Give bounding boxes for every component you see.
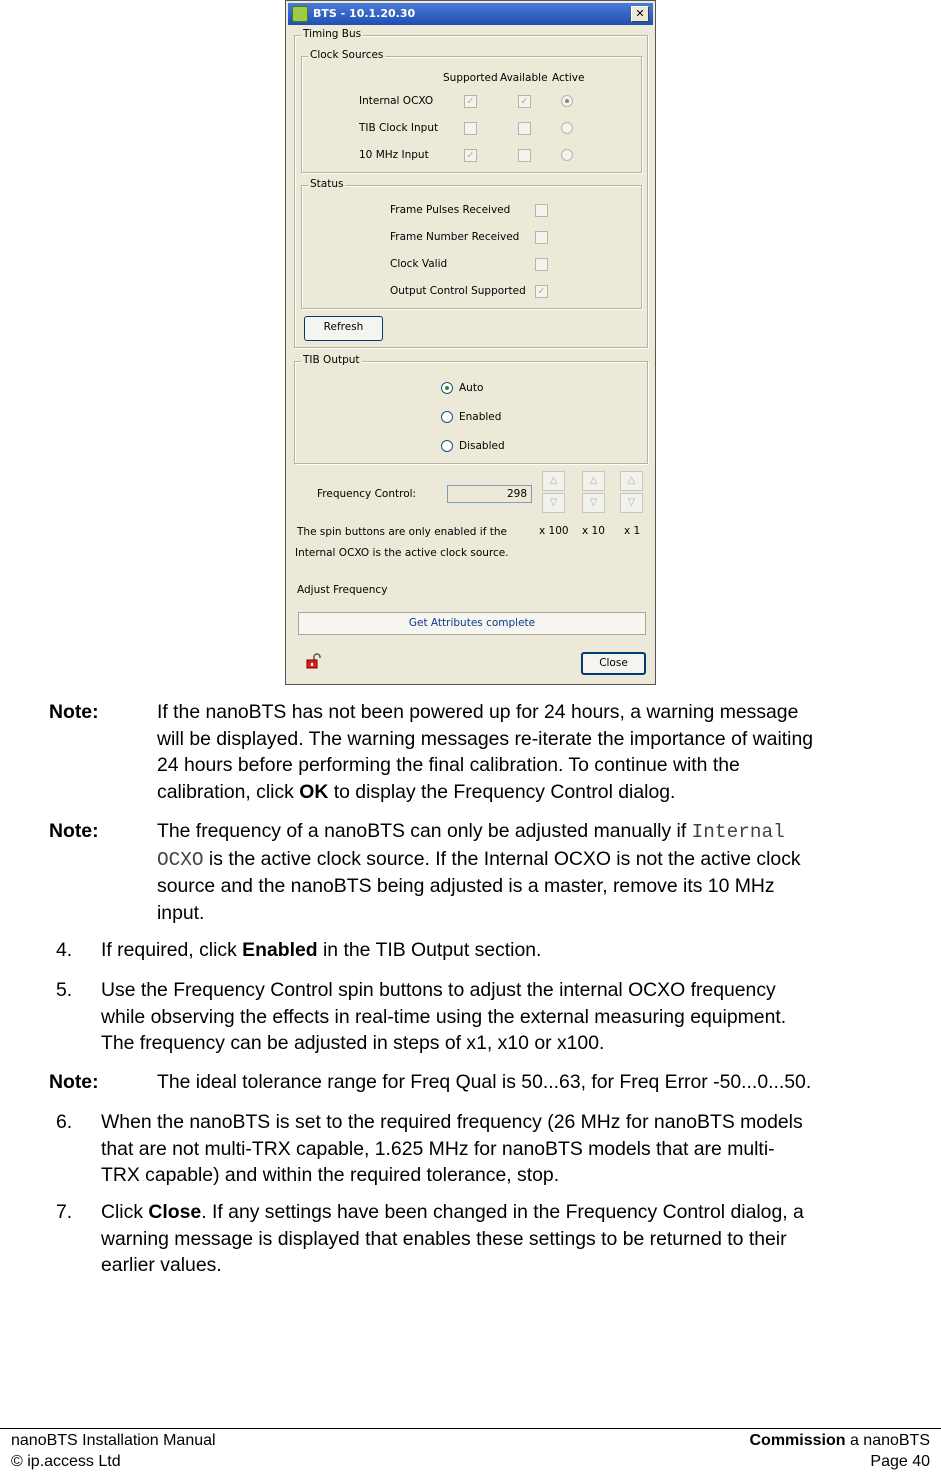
step7-line1: Click Close. If any settings have been changed in the Frequency Control dialog, a — [101, 1201, 804, 1223]
tib-enabled-label: Enabled — [459, 411, 502, 423]
note1-text — [157, 699, 941, 805]
tib-auto-radio[interactable] — [441, 382, 453, 394]
note1-line2: will be displayed. The warning messages re-iterate the importance of waiting — [157, 727, 814, 750]
col-supported-header: Supported — [443, 72, 498, 84]
note2-line2: OCXO is the active clock source. If the Internal OCXO is not the active clock — [157, 847, 801, 871]
output-control-checkbox[interactable]: ✓ — [535, 285, 548, 298]
note-label-1: Note: — [49, 701, 99, 723]
spin-x1-down-button[interactable]: ▽ — [620, 493, 643, 513]
step5-line2: while observing the effects in real-time using the external measuring equipment. — [101, 1005, 787, 1028]
step6-text — [101, 1109, 941, 1189]
step5-text — [101, 977, 941, 1057]
step7-line2: warning message is displayed that enables these settings to be returned to their — [101, 1227, 787, 1250]
tib-disabled-label: Disabled — [459, 440, 505, 452]
internal-ocxo-supported-checkbox[interactable]: ✓ — [464, 95, 477, 108]
10mhz-supported-checkbox[interactable]: ✓ — [464, 149, 477, 162]
clock-source-tib-label: TIB Clock Input — [359, 122, 439, 134]
note2-text — [157, 818, 941, 926]
tib-supported-checkbox[interactable] — [464, 122, 477, 135]
step6-line1: When the nanoBTS is set to the required frequency (26 MHz for nanoBTS models — [101, 1111, 803, 1133]
clock-source-internal-ocxo-label: Internal OCXO — [359, 95, 434, 107]
internal-ocxo-available-checkbox[interactable]: ✓ — [518, 95, 531, 108]
app-icon — [292, 6, 308, 22]
dialog-title: BTS - 10.1.20.30 — [313, 7, 416, 20]
spin-x1-label: x 1 — [624, 525, 641, 537]
tib-available-checkbox[interactable] — [518, 122, 531, 135]
note2-line3: source and the nanoBTS being adjusted is a master, remove its 10 MHz — [157, 875, 775, 897]
unlocked-padlock-icon — [306, 653, 322, 669]
spin-x100-up-button[interactable]: △ — [542, 471, 565, 491]
spin-hint-line1: The spin buttons are only enabled if the — [297, 526, 507, 538]
footer-page-number: Page 40 — [870, 1453, 930, 1470]
frame-number-checkbox[interactable] — [535, 231, 548, 244]
step5-line3: The frequency can be adjusted in steps of x1, x10 or x100. — [101, 1032, 605, 1054]
note-label-2: Note: — [49, 820, 99, 842]
tib-disabled-radio[interactable] — [441, 440, 453, 452]
note3-text: The ideal tolerance range for Freq Qual is 50...63, for Freq Error -50...0...50. — [157, 1071, 812, 1093]
step6-line2: that are not multi-TRX capable, 1.625 MHz for nanoBTS models that are multi- — [101, 1137, 775, 1160]
tib-enabled-radio[interactable] — [441, 411, 453, 423]
note2-line4: input. — [157, 901, 205, 924]
internal-ocxo-active-radio[interactable] — [561, 95, 573, 107]
radio-selected-dot — [565, 99, 569, 103]
window-close-button[interactable]: ✕ — [631, 6, 649, 22]
timing-bus-legend: Timing Bus — [303, 28, 362, 40]
step7-text — [101, 1199, 941, 1279]
step6-number: 6. — [56, 1111, 73, 1133]
refresh-button[interactable]: Refresh — [304, 316, 383, 341]
frequency-control-label: Frequency Control: — [317, 488, 417, 500]
status-clock-valid-label: Clock Valid — [390, 258, 448, 270]
10mhz-available-checkbox[interactable] — [518, 149, 531, 162]
footer-divider — [0, 1428, 941, 1429]
tib-output-legend: TIB Output — [303, 354, 360, 366]
spin-x1-up-button[interactable]: △ — [620, 471, 643, 491]
clock-sources-legend: Clock Sources — [310, 49, 384, 61]
tib-auto-label: Auto — [459, 382, 484, 394]
status-bar: Get Attributes complete — [298, 612, 646, 635]
dialog-titlebar — [288, 3, 653, 25]
10mhz-active-radio[interactable] — [561, 149, 573, 161]
spin-x10-up-button[interactable]: △ — [582, 471, 605, 491]
note1-line3: 24 hours before performing the final calibration. To continue with the — [157, 754, 740, 776]
note-label-3: Note: — [49, 1071, 99, 1093]
spin-x100-down-button[interactable]: ▽ — [542, 493, 565, 513]
step7-line3: earlier values. — [101, 1254, 222, 1276]
note2-line1: The frequency of a nanoBTS can only be adjusted manually if Internal — [157, 820, 785, 843]
note1-line1: If the nanoBTS has not been powered up for 24 hours, a warning message — [157, 701, 799, 723]
col-active-header: Active — [552, 72, 585, 84]
spin-x100-label: x 100 — [539, 525, 569, 537]
tib-active-radio[interactable] — [561, 122, 573, 134]
clock-valid-checkbox[interactable] — [535, 258, 548, 271]
step4-text: If required, click Enabled in the TIB Output section. — [101, 939, 542, 961]
radio-selected-dot — [445, 386, 449, 390]
footer-section: Commission a nanoBTS — [749, 1432, 930, 1449]
footer-copyright: © ip.access Ltd — [11, 1453, 121, 1470]
spin-hint-line2: Internal OCXO is the active clock source. — [295, 547, 509, 559]
step5-number: 5. — [56, 979, 73, 1001]
status-frame-number-label: Frame Number Received — [390, 231, 520, 243]
clock-source-10mhz-label: 10 MHz Input — [359, 149, 429, 161]
col-available-header: Available — [500, 72, 548, 84]
footer-manual-title: nanoBTS Installation Manual — [11, 1432, 216, 1449]
spin-x10-label: x 10 — [582, 525, 605, 537]
spin-x10-down-button[interactable]: ▽ — [582, 493, 605, 513]
step6-line3: TRX capable) and within the required tolerance, stop. — [101, 1164, 560, 1186]
frame-pulses-checkbox[interactable] — [535, 204, 548, 217]
step5-line1: Use the Frequency Control spin buttons to adjust the internal OCXO frequency — [101, 979, 776, 1001]
status-frame-pulses-label: Frame Pulses Received — [390, 204, 511, 216]
status-output-control-label: Output Control Supported — [390, 285, 526, 297]
bts-dialog — [285, 0, 656, 685]
adjust-frequency-label: Adjust Frequency — [297, 584, 388, 596]
step7-number: 7. — [56, 1201, 73, 1223]
step4-number: 4. — [56, 939, 73, 961]
close-button[interactable]: Close — [581, 652, 646, 675]
note1-line4: calibration, click OK to display the Frequency Control dialog. — [157, 780, 676, 803]
status-legend: Status — [310, 178, 344, 190]
frequency-value-field[interactable]: 298 — [447, 485, 532, 503]
